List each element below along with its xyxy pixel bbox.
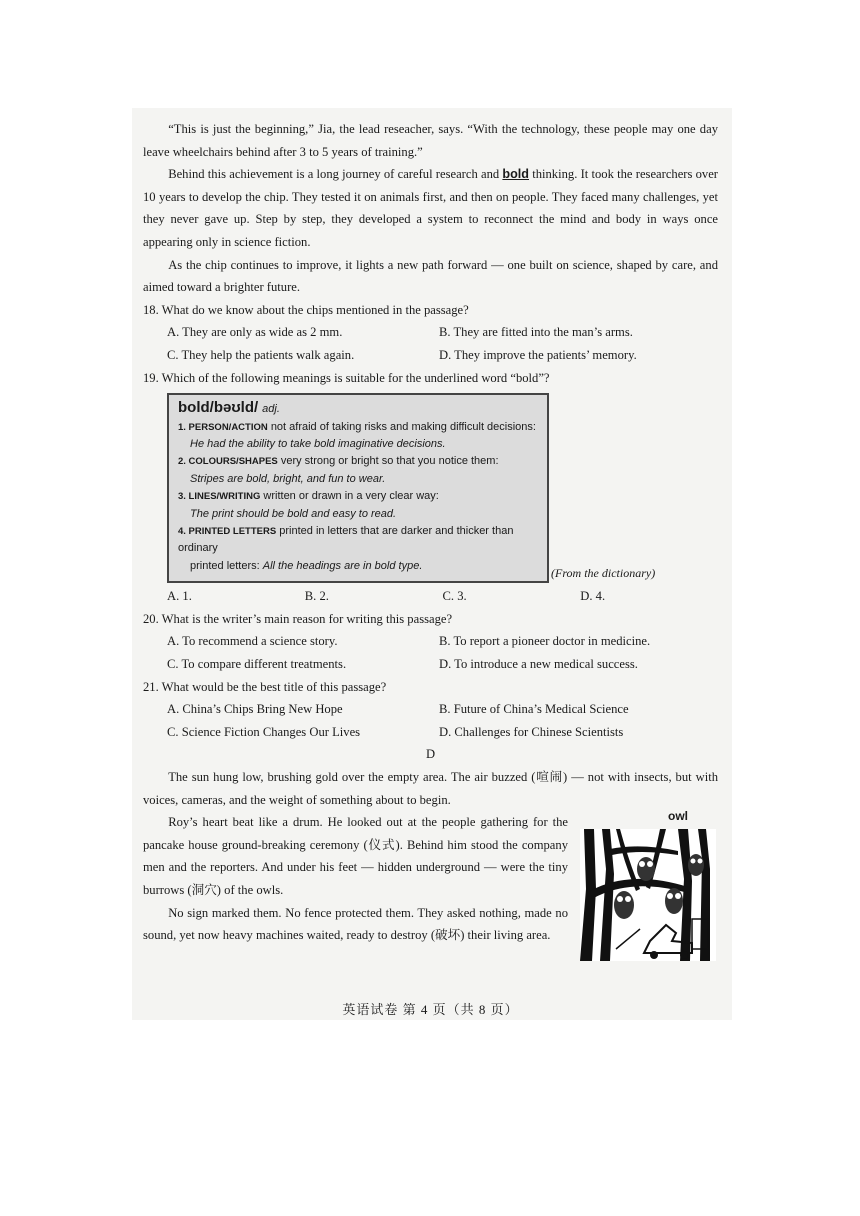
passage-d-paragraph-2: Roy’s heart beat like a drum. He looked out at the people gathering for the pancake house ground-breaking ceremony (仪式). Behind him stood the company men and the reporters. And under his feet — hidden underground — were the tiny burrows (洞穴) of the owls. (143, 815, 568, 897)
passage-d-paragraph-3: No sign marked them. No fence protected them. They asked nothing, made no sound, yet now heavy machines waited, ready to destroy (破坏) their living area. (143, 905, 568, 943)
sense-3-definition: written or drawn in a very clear way: (263, 490, 439, 503)
passage-d-body (143, 811, 718, 947)
sense-4-definition-2: printed letters: (190, 559, 260, 572)
option-19-b: B. 2. (304, 589, 329, 604)
sense-4 (178, 523, 538, 558)
passage-c-paragraph-1: “This is just the beginning,” Jia, the lead reseacher, says. “With the technology, these people may one day leave wheelchairs behind after 3 to 5 years of training.” (143, 122, 718, 159)
exam-page (143, 118, 718, 1017)
option-18-a: A. They are only as wide as 2 mm. (167, 325, 343, 340)
option-18-c: C. They help the patients walk again. (167, 347, 355, 362)
option-21-d: D. Challenges for Chinese Scientists (439, 724, 624, 739)
sense-2 (178, 453, 538, 470)
sense-1-example: He had the ability to take bold imaginative decisions. (190, 437, 446, 450)
option-19-c: C. 3. (442, 589, 467, 604)
sense-2-definition: very strong or bright so that you notice them: (280, 455, 499, 468)
sense-4-continuation (178, 558, 538, 575)
question-21-options-row-1 (143, 698, 718, 721)
question-21-stem: 21. What would be the best title of this passage? (143, 679, 387, 694)
passage-d-heading: D (425, 747, 436, 762)
passage-d-paragraph-1: The sun hung low, brushing gold over the empty area. The air buzzed (喧闹) — not with insects, but with voices, cameras, and the weight of something about to begin. (143, 769, 718, 807)
dictionary-entry-box (167, 393, 549, 583)
owl-label: owl (668, 809, 688, 824)
page-footer: 英语试卷 第 4 页（共 8 页） (342, 1002, 519, 1017)
option-21-c: C. Science Fiction Changes Our Lives (167, 724, 361, 739)
dictionary-entry-row (167, 393, 718, 583)
sense-3 (178, 488, 538, 505)
sense-3-label: 3. LINES/WRITING (178, 491, 261, 503)
headword-text: bold (178, 399, 210, 417)
option-20-d: D. To introduce a new medical success. (439, 656, 638, 671)
sense-1-definition: not afraid of taking risks and making difficult decisions: (270, 420, 536, 433)
question-18-stem: 18. What do we know about the chips mentioned in the passage? (143, 302, 469, 317)
question-20-options-row-2 (143, 653, 718, 676)
headword-phonetic: /bəʊld/ (209, 399, 259, 417)
option-18-b: B. They are fitted into the man’s arms. (439, 325, 633, 340)
question-19-stem: 19. Which of the following meanings is suitable for the underlined word “bold”? (143, 370, 550, 385)
question-19-options (143, 585, 718, 608)
option-19-d: D. 4. (580, 589, 606, 604)
sense-1 (178, 419, 538, 436)
passage-c-paragraph-2 (143, 163, 718, 253)
sense-4-label: 4. PRINTED LETTERS (178, 525, 277, 537)
option-20-b: B. To report a pioneer doctor in medicine. (439, 634, 651, 649)
dictionary-headword (178, 399, 538, 418)
option-18-d: D. They improve the patients’ memory. (439, 347, 637, 362)
sense-4-example: All the headings are in bold type. (262, 559, 423, 572)
option-21-b: B. Future of China’s Medical Science (439, 702, 629, 717)
question-18-options-row-2 (143, 344, 718, 367)
sense-4-definition: printed in letters that are darker and thicker than ordinary (178, 524, 514, 555)
question-20-options-row-1 (143, 630, 718, 653)
owl-tree-picture (580, 829, 716, 961)
owl-illustration (568, 811, 718, 947)
sense-1-label: 1. PERSON/ACTION (178, 421, 268, 433)
passage-c-paragraph-3: As the chip continues to improve, it lights a new path forward — one built on science, shaped by care, and aimed toward a brighter future. (143, 257, 718, 295)
option-19-a: A. 1. (167, 589, 192, 604)
p2-text-before: Behind this achievement is a long journey of careful research and (168, 167, 503, 182)
option-20-a: A. To recommend a science story. (167, 634, 338, 649)
headword-pos: adj. (262, 403, 280, 416)
option-21-a: A. China’s Chips Bring New Hope (167, 702, 343, 717)
option-20-c: C. To compare different treatments. (167, 656, 347, 671)
underlined-word-bold: bold (502, 167, 529, 182)
question-18-options-row-1 (143, 321, 718, 344)
dictionary-source: (From the dictionary) (551, 566, 656, 581)
sense-2-example: Stripes are bold, bright, and fun to wear. (190, 472, 386, 485)
sense-2-label: 2. COLOURS/SHAPES (178, 456, 278, 468)
p2-text-after: thinking. It took the researchers over 10 years to develop the chip. They tested it on animals first, and then on people. They faced many challenges, yet they never gave up. Step by step, they developed a system to reconnect the mind and body in ways once appearing only in science fiction. (143, 167, 718, 249)
question-21-options-row-2 (143, 721, 718, 744)
passage-d-text-column (143, 811, 568, 947)
sense-3-example: The print should be bold and easy to read. (190, 507, 397, 520)
question-20-stem: 20. What is the writer’s main reason for writing this passage? (143, 611, 453, 626)
